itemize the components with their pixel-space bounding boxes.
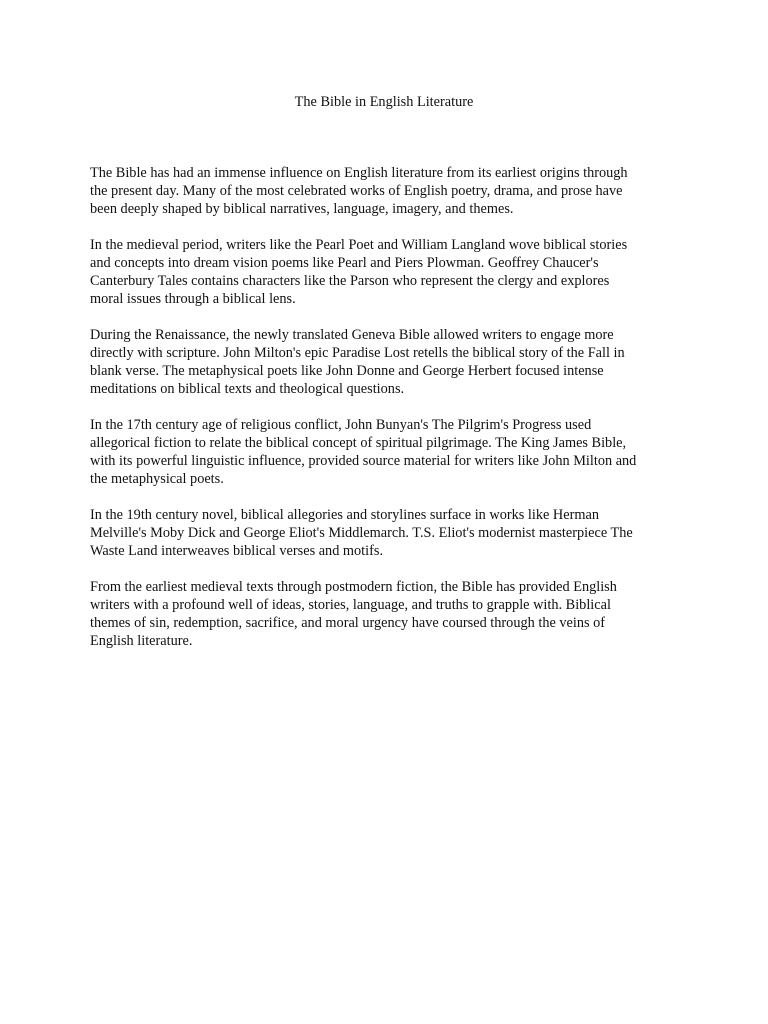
paragraph-intro: The Bible has had an immense influence on English literature from its earliest origins through the present day. Many of the most celebrated works of English poetry, drama, and prose have been deeply shaped by biblical narratives, language, imagery, and themes. xyxy=(90,165,628,217)
document-title: The Bible in English Literature xyxy=(294,94,474,110)
document-body xyxy=(90,164,690,668)
paragraph-19th-century: In the 19th century novel, biblical allegories and storylines surface in works like Herman Melville's Moby Dick and George Eliot's Middlemarch. T.S. Eliot's modernist masterpiece The Waste Land interweaves biblical verses and motifs. xyxy=(90,507,633,559)
paragraph-17th-century: In the 17th century age of religious conflict, John Bunyan's The Pilgrim's Progress used allegorical fiction to relate the biblical concept of spiritual pilgrimage. The King James Bible, with its powerful linguistic influence, provided source material for writers like John Milton and the metaphysical poets. xyxy=(90,417,637,487)
paragraph-renaissance: During the Renaissance, the newly translated Geneva Bible allowed writers to engage more directly with scripture. John Milton's epic Paradise Lost retells the biblical story of the Fall in blank verse. The metaphysical poets like John Donne and George Herbert focused intense meditations on biblical texts and theological questions. xyxy=(90,327,625,397)
paragraph-medieval: In the medieval period, writers like the Pearl Poet and William Langland wove biblical stories and concepts into dream vision poems like Pearl and Piers Plowman. Geoffrey Chaucer's Canterbury Tales contains characters like the Parson who represent the clergy and explores moral issues through a biblical lens. xyxy=(90,237,628,307)
paragraph-conclusion: From the earliest medieval texts through postmodern fiction, the Bible has provided English writers with a profound well of ideas, stories, language, and truths to grapple with. Biblical themes of sin, redemption, sacrifice, and moral urgency have coursed through the veins of English literature. xyxy=(90,579,617,649)
